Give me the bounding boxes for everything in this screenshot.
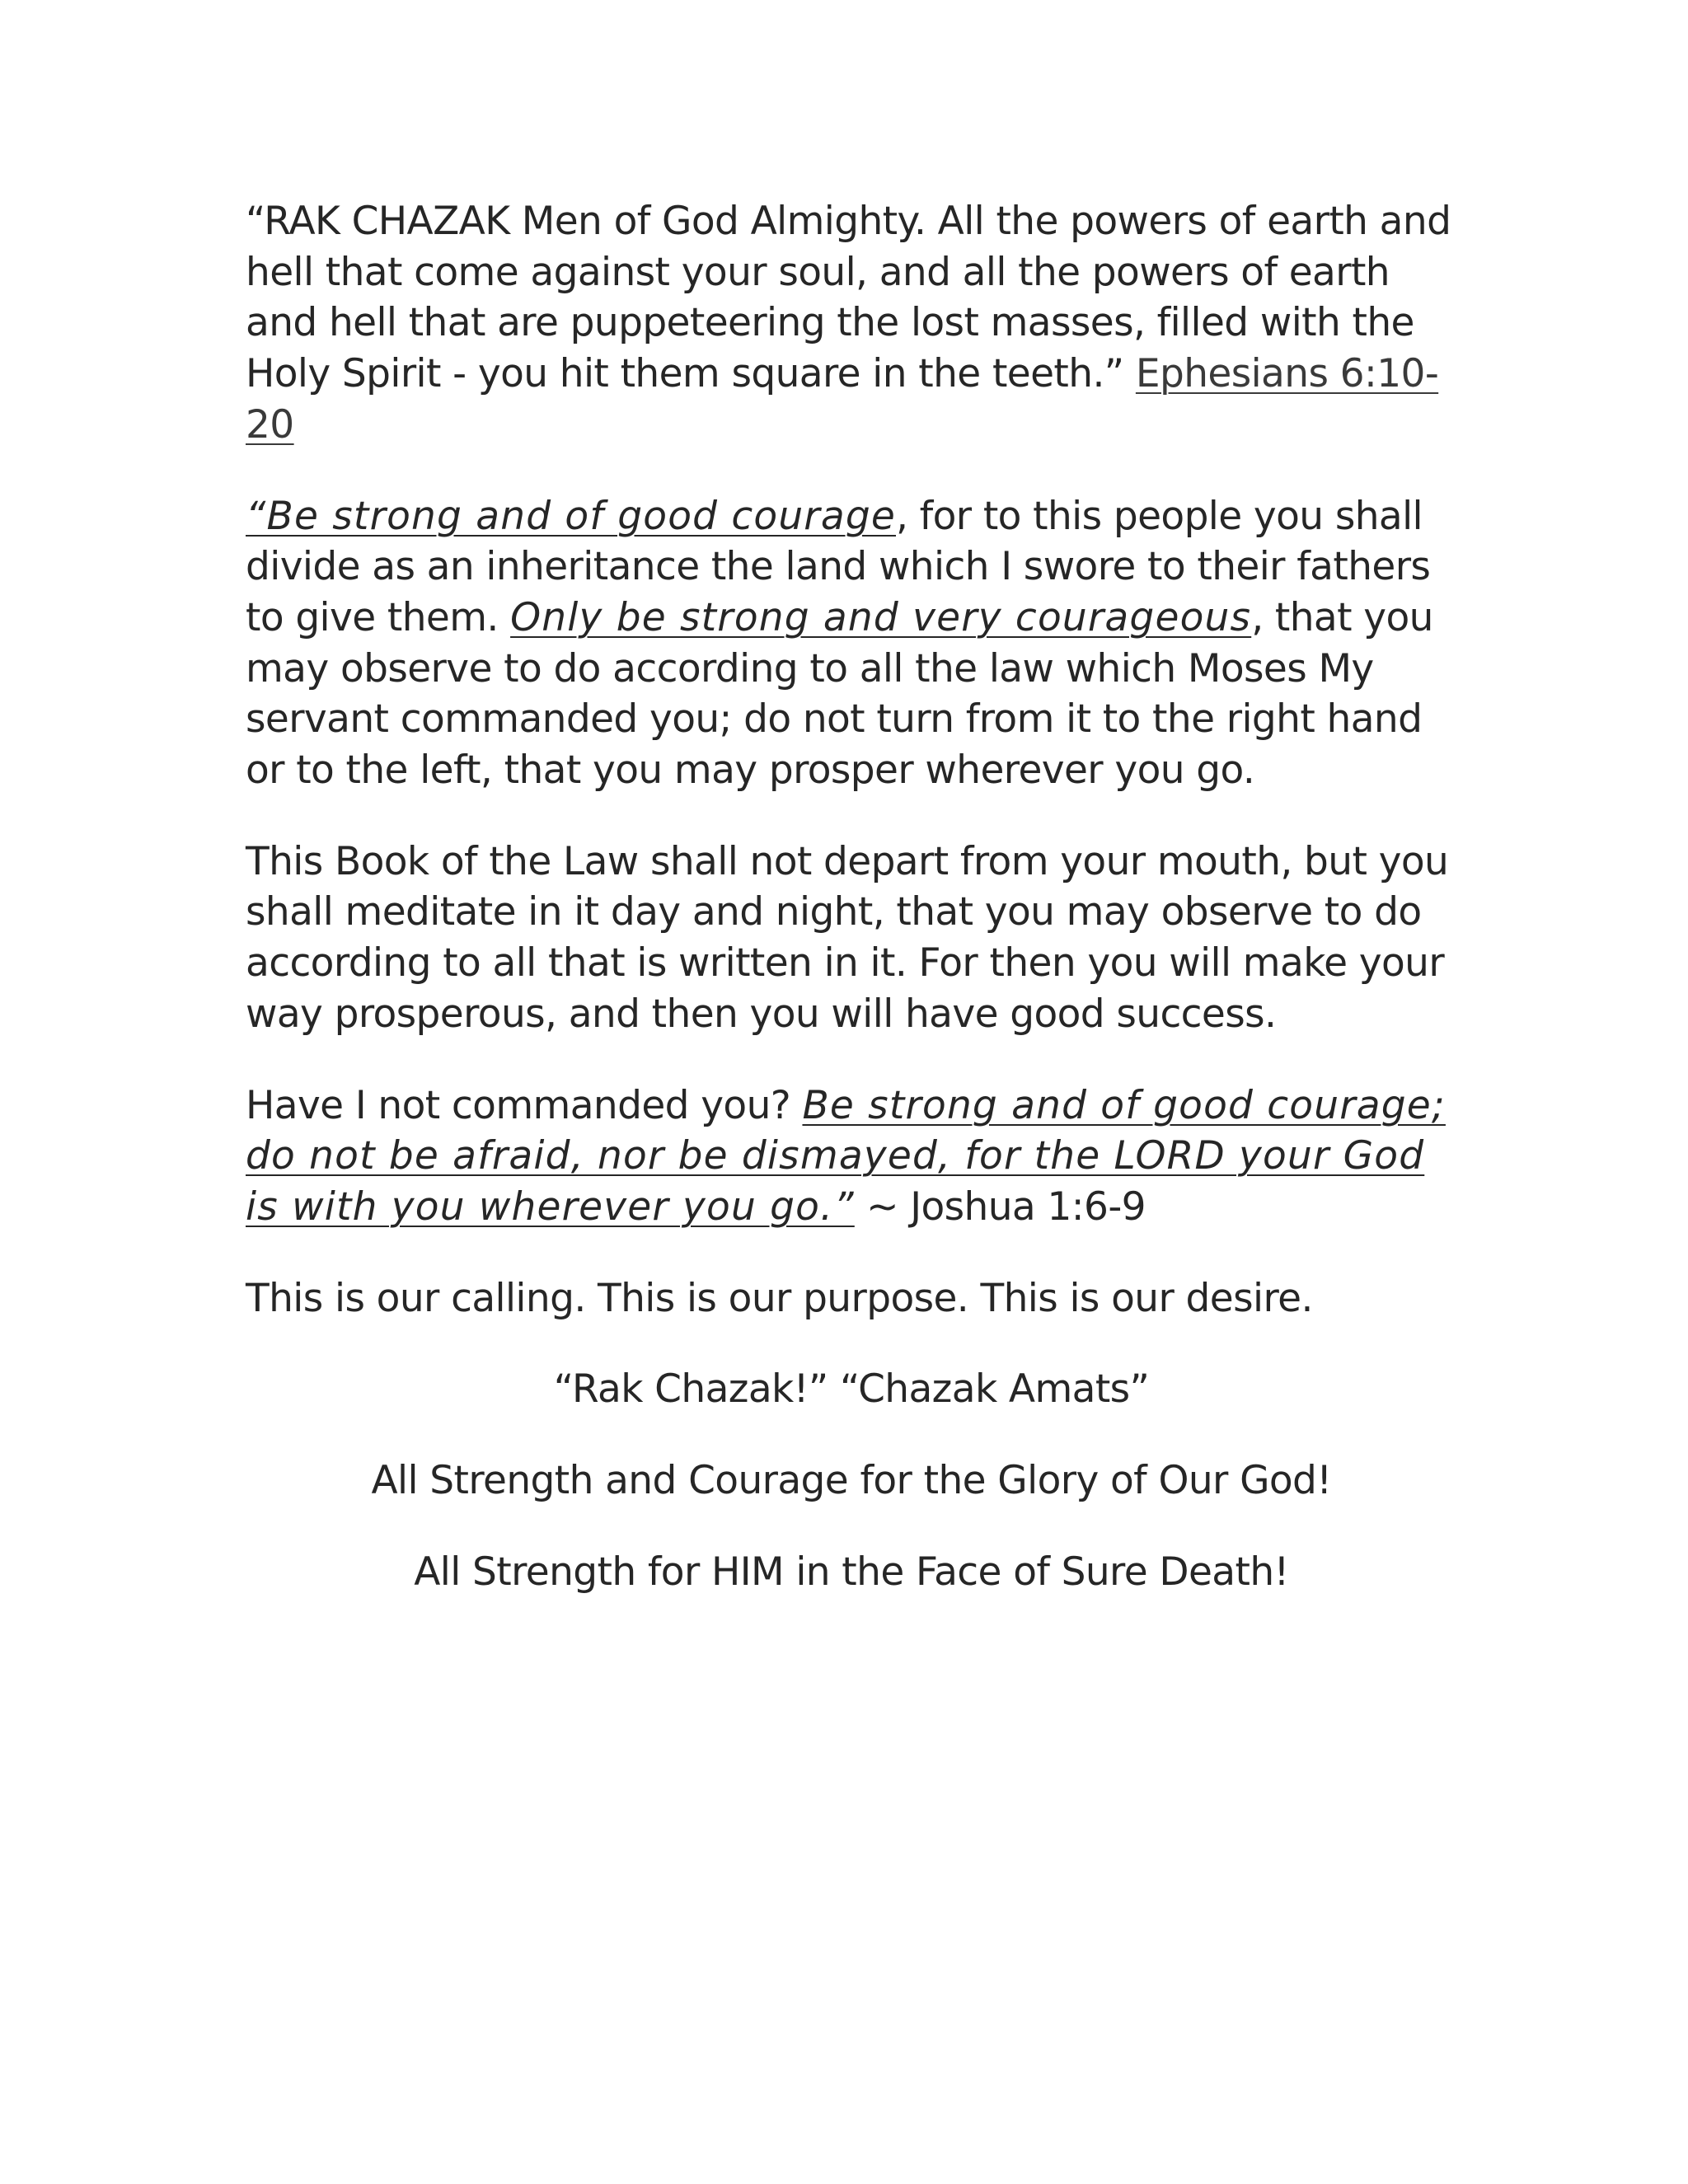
centered-line-rak-chazak	[246, 1364, 1457, 1415]
centered-line-strength-for-him	[246, 1547, 1457, 1598]
calling-text: This is our calling. This is our purpose. This is our desire.	[246, 1275, 1313, 1321]
book-of-law-text: This Book of the Law shall not depart from your mouth, but you shall meditate in it day and night, that you may observe to do according to all that is written in it. For then you will make your way prosperous, and then you will have good success.	[246, 838, 1449, 1037]
ephesians-reference-link[interactable]: Ephesians 6:10-20	[246, 351, 1439, 448]
paragraph-joshua-1-8	[246, 837, 1457, 1040]
centered-line-strength-courage	[246, 1455, 1457, 1507]
paragraph-joshua-1-9	[246, 1080, 1457, 1233]
joshua-text-part1: , for to this people you shall divide as an inheritance the land which I swore to their fathers to give them.	[246, 493, 1431, 640]
joshua-text-part2: , that you may observe to do according to all the law which Moses My servant commanded you; do not turn from it to the right hand or to the left, that you may prosper wherever you go.	[246, 594, 1433, 794]
emphasis-only-be-strong: Only be strong and very courageous	[510, 594, 1252, 640]
emphasis-be-strong-good-courage: Be strong and of good courage; do not be afraid, nor be dismayed, for the LORD your God is with you wherever you go.”	[246, 1082, 1446, 1230]
paragraph-rak-chazak-intro	[246, 196, 1457, 451]
rak-chazak-text: “Rak Chazak!” “Chazak Amats”	[553, 1366, 1150, 1413]
paragraph-calling	[246, 1273, 1457, 1324]
intro-text: “RAK CHAZAK Men of God Almighty. All the powers of earth and hell that come against your soul, and all the powers of earth and hell that are puppeteering the lost masses, filled with the Holy Spirit - you hit them square in the teeth.”	[246, 199, 1451, 397]
commanded-text: Have I not commanded you?	[246, 1082, 803, 1128]
strength-courage-text: All Strength and Courage for the Glory of Our God!	[371, 1458, 1332, 1504]
strength-for-him-text: All Strength for HIM in the Face of Sure Death!	[414, 1549, 1289, 1595]
joshua-reference: ~ Joshua 1:6-9	[854, 1183, 1146, 1230]
paragraph-joshua-1-6-7	[246, 491, 1457, 796]
emphasis-be-strong: “Be strong and of good courage	[246, 493, 896, 539]
document-body	[246, 196, 1457, 1638]
